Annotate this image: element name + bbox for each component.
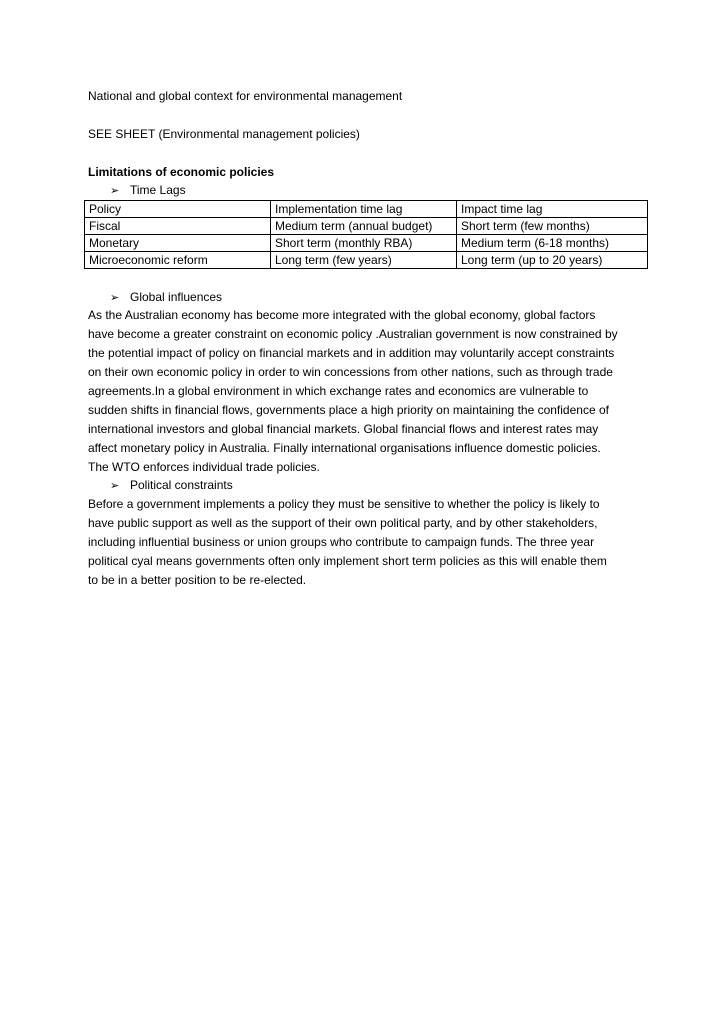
- table-row: [85, 235, 648, 252]
- table-header-row: [85, 201, 648, 218]
- global-influences-paragraph: [88, 306, 648, 477]
- bullet-time-lags: [110, 182, 186, 199]
- table-cell: Medium term (annual budget): [271, 218, 457, 235]
- table-header-cell: Policy: [85, 201, 271, 218]
- table-header-cell: Implementation time lag: [271, 201, 457, 218]
- arrow-bullet-icon: ➢: [110, 291, 120, 304]
- table-cell: Long term (up to 20 years): [457, 252, 648, 269]
- table-cell: Short term (few months): [457, 218, 648, 235]
- table-header-cell: Impact time lag: [457, 201, 648, 218]
- paragraph-line: agreements.In a global environment in which exchange rates and economics are vulnerable to: [88, 384, 589, 398]
- arrow-bullet-icon: ➢: [110, 184, 120, 197]
- table-cell: Microeconomic reform: [85, 252, 271, 269]
- table-cell: Fiscal: [85, 218, 271, 235]
- document-title: National and global context for environmental management: [88, 89, 403, 103]
- table-row: [85, 252, 648, 269]
- bullet-global-influences: [110, 289, 222, 306]
- paragraph-line: including influential business or union groups who contribute to campaign funds. The three year: [88, 535, 595, 549]
- section-heading: Limitations of economic policies: [88, 165, 275, 179]
- paragraph-line: affect monetary policy in Australia. Finally international organisations influence domestic policies.: [88, 441, 601, 455]
- bullet-label: Global influences: [130, 290, 223, 304]
- bullet-political-constraints: [110, 477, 233, 494]
- arrow-bullet-icon: ➢: [110, 479, 120, 492]
- bullet-label: Time Lags: [130, 183, 186, 197]
- paragraph-line: have public support as well as the support of their own political party, and by other stakeholders,: [88, 516, 598, 530]
- paragraph-line: international investors and global financial markets. Global financial flows and interest rates may: [88, 422, 599, 436]
- paragraph-line: sudden shifts in financial flows, governments place a high priority on maintaining the confidence of: [88, 403, 609, 417]
- paragraph-line: have become a greater constraint on economic policy .Australian government is now constrained by: [88, 327, 618, 341]
- political-constraints-paragraph: [88, 495, 648, 590]
- table-cell: Monetary: [85, 235, 271, 252]
- paragraph-line: Before a government implements a policy they must be sensitive to whether the policy is likely to: [88, 497, 600, 511]
- paragraph-line: to be in a better position to be re-elected.: [88, 573, 307, 587]
- paragraph-line: on their own economic policy in order to win concessions from other nations, such as through trade: [88, 365, 613, 379]
- bullet-label: Political constraints: [130, 478, 233, 492]
- table-cell: Medium term (6-18 months): [457, 235, 648, 252]
- table-row: [85, 218, 648, 235]
- paragraph-line: As the Australian economy has become more integrated with the global economy, global factors: [88, 308, 596, 322]
- time-lags-table: [84, 200, 648, 269]
- paragraph-line: political cyal means governments often only implement short term policies as this will enable them: [88, 554, 607, 568]
- table-cell: Short term (monthly RBA): [271, 235, 457, 252]
- paragraph-line: The WTO enforces individual trade policies.: [88, 460, 320, 474]
- see-sheet-note: SEE SHEET (Environmental management policies): [88, 127, 360, 141]
- paragraph-line: the potential impact of policy on financial markets and in addition may voluntarily accept constraints: [88, 346, 615, 360]
- table-cell: Long term (few years): [271, 252, 457, 269]
